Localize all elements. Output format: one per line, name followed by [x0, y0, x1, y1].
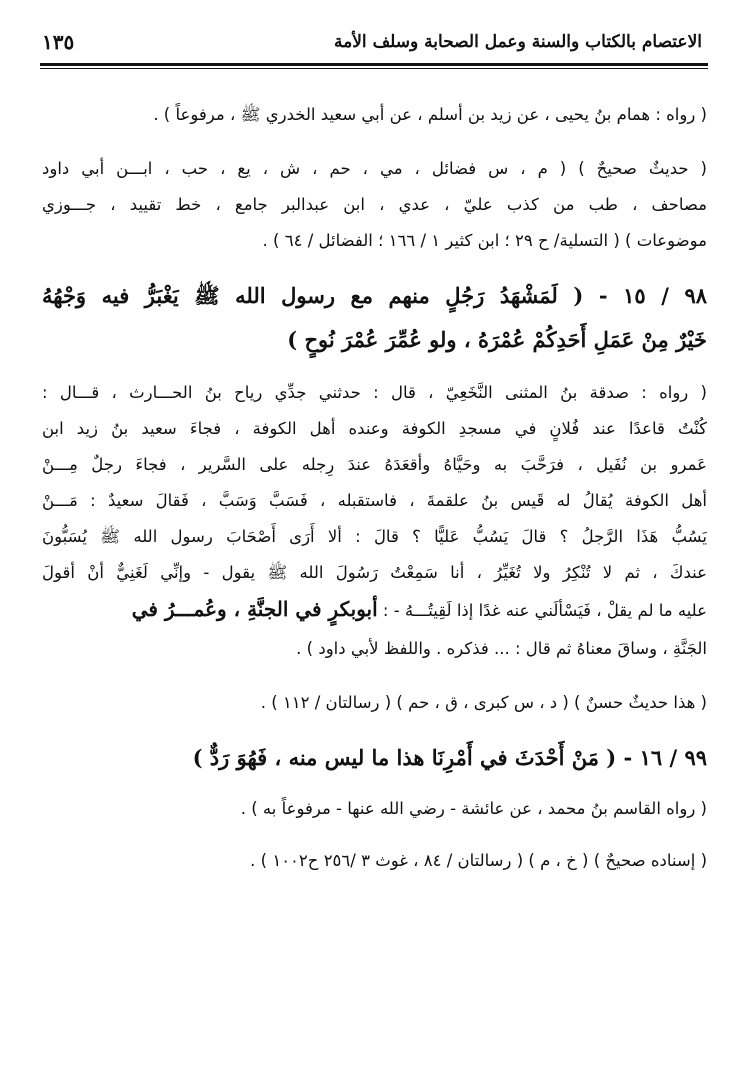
- narration-text: عليه ما لم يقلْ ، فَيَسْألَني عنه غدًا إذا لَقِيتُـــهُ - :: [382, 601, 707, 620]
- running-header: [30, 28, 720, 62]
- grading-line: ( حديثٌ صحيحٌ ) ( م ، س فضائل ، مي ، حم ، ش ، يع ، حب ، ابـــن أبي داود: [42, 159, 707, 178]
- header-rule-thick: [40, 63, 708, 66]
- narration-line: ( رواه القاسم بنُ محمد ، عن عائشة - رضي الله عنها - مرفوعاً به ) .: [240, 799, 707, 818]
- grading-line: ( إسناده صحيحٌ ) ( خ ، م ) ( رسالتان / ٨٤ ، غوث ٣ /٢٥٦ ح١٠٠٢ ) .: [250, 851, 707, 870]
- narration-line: أهل الكوفة يُقالُ له قَيس بنُ علقمةَ ، فاستقبله ، فَسَبَّ وَسَبَّ ، فَقالَ سعيدٌ : مَـــنْ: [42, 491, 707, 510]
- narration-line: عَمرو بن نُفَيل ، فرَحَّبَ به وحَيَّاهُ وأقعَدَهُ عندَ رِجله على السَّرير ، فجاءَ رجلٌ مِـــنْ: [42, 455, 707, 474]
- narration-line: الجَنَّةِ ، وساقَ معناهُ ثم قال : ... فذكره . واللفظ لأبي داود ) .: [296, 639, 707, 658]
- grading-line: ( هذا حديثٌ حسنٌ ) ( د ، س كبرى ، ق ، حم ) ( رسالتان / ١١٢ ) .: [260, 693, 707, 712]
- narration-line: يَسُبُّ هَذَا الرَّجلُ ؟ قالَ يَسُبُّ عَليًّا ؟ قالَ : ألا أَرَى أَصْحَابَ رسول الله ﷺ يُسَبُّونَ: [42, 527, 707, 546]
- grading-line: موضوعات ) ( التسلية/ ح ٢٩ ؛ ابن كثير ١ / ١٦٦ ؛ الفضائل / ٦٤ ) .: [262, 231, 707, 250]
- header-title: الاعتصام بالكتاب والسنة وعمل الصحابة وسلف الأمة: [334, 32, 702, 52]
- narration-line: عندكَ ، ثم لا تُنْكِرُ ولا تُغَيِّرُ ، أنا سَمِعْتُ رَسُولَ الله ﷺ يقول - وإنِّي لَغَنِيٌّ أنْ أقولَ: [42, 563, 707, 582]
- hadith-text-line: ٩٨ / ١٥ - ( لَمَشْهَدُ رَجُلٍ منهم مع رسول الله ﷺ يَغْبَرُّ فيه وَجْهُهُ: [42, 283, 707, 308]
- inline-hadith-quote: أبوبكرٍ في الجنَّةِ ، وعُمـــرُ في: [131, 597, 378, 621]
- narration-line: ( رواه : صدقة بنُ المثنى النَّخَعِيّ ، قال : حدثني جدِّي رياح بنُ الحـــارث ، قـــال :: [42, 383, 707, 402]
- page-number: ١٣٥: [42, 30, 75, 54]
- narration-line: ( رواه : همام بنُ يحيى ، عن زيد بن أسلم ، عن أبي سعيد الخدري ﷺ ، مرفوعاً ) .: [153, 105, 707, 124]
- narration-line: كُنْتُ قاعدًا عند فُلانٍ في مسجدِ الكوفة وعنده أهل الكوفة ، فجاءَ سعيد بنُ زيد ابن: [42, 419, 707, 438]
- hadith-text-line: خَيْرٌ مِنْ عَمَلِ أَحَدِكُمْ عُمْرَهُ ، ولو عُمِّرَ عُمْرَ نُوحٍ ): [287, 327, 707, 352]
- narration-line: [42, 594, 707, 626]
- grading-line: مصاحف ، طب من كذب عليّ ، عدي ، ابن عبدالبر جامع ، خط تقييد ، جـــوزي: [42, 195, 707, 214]
- hadith-text-line: ٩٩ / ١٦ - ( مَنْ أَحْدَثَ في أَمْرِنَا هذا ما ليس منه ، فَهُوَ رَدٌّ ): [192, 745, 707, 770]
- header-rule-thin: [40, 68, 708, 69]
